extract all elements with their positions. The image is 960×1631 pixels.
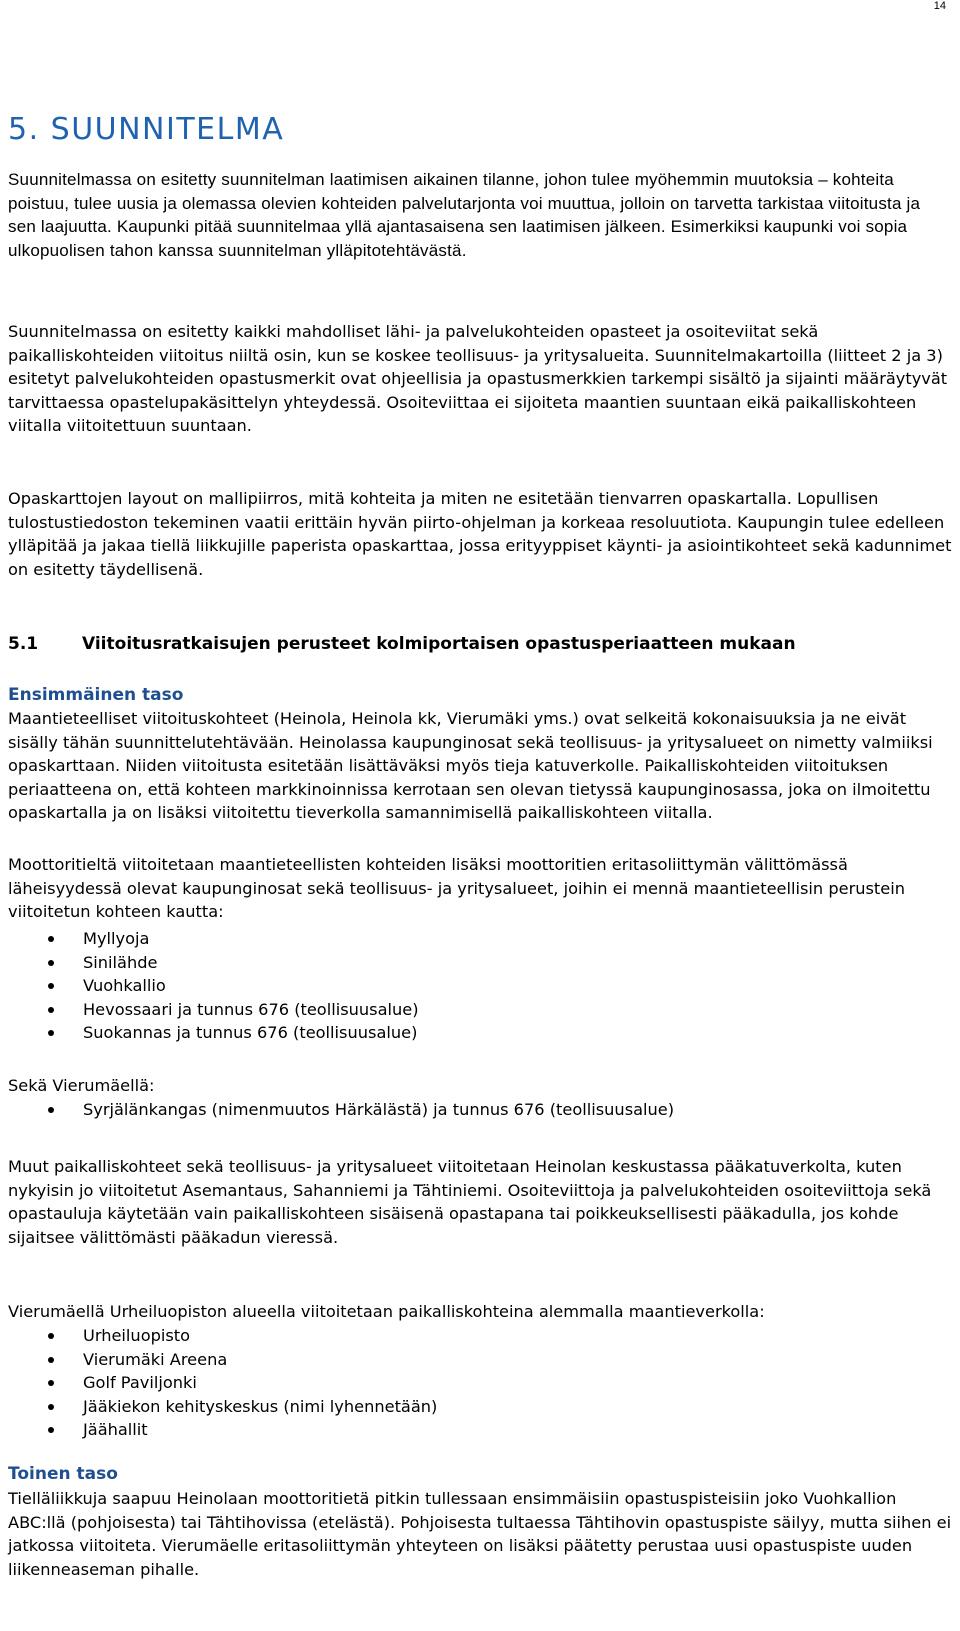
bullet-list-moottoritie <box>8 927 419 1045</box>
bullet-list-urheiluopisto <box>8 1324 437 1442</box>
paragraph: Tielläliikkuja saapuu Heinolaan moottoritietä pitkin tullessaan ensimmäisiin opastuspisteisiin joko Vuohkallion ABC:llä (pohjoisesta) tai Tähtihovissa (etelästä). Pohjoisesta tultaessa Tähtihovin opastuspiste säilyy, mutta siihen ei jatkossa viitoiteta. Vierumäelle eritasoliittymän yhteyteen on lisäksi päätetty perustaa uusi opastuspiste uuden liikenneaseman pihalle. <box>8 1489 952 1579</box>
subsection-title: Viitoitusratkaisujen perusteet kolmiportaisen opastusperiaatteen mukaan <box>82 634 796 654</box>
paragraph: Suunnitelmassa on esitetty kaikki mahdolliset lähi- ja palvelukohteiden opasteet ja osoiteviitat sekä paikalliskohteiden viitoitus niiltä osin, kun se koskee teollisuus- ja yritysalueita. Suunnitelmakartoilla (liitteet 2 ja 3) esitetyt palvelukohteiden opastusmerkit ovat ohjeellisia ja opastusmerkkien tarkempi sisältö ja sijainti määräytyvät tarvittaessa opastelupakäsittelyn yhteydessä. Osoiteviittaa ei sijoiteta maantien suuntaan eikä paikalliskohteen viitalla viitoitettuun suuntaan. <box>8 322 948 436</box>
paragraph: Vierumäellä Urheiluopiston alueella viitoitetaan paikalliskohteina alemmalla maantieverkolla: <box>8 1302 765 1321</box>
paragraph: Moottoritieltä viitoitetaan maantieteellisten kohteiden lisäksi moottoritien eritasoliittymän välittömässä läheisyydessä olevat kaupunginosat sekä teollisuus- ja yritysalueet, joihin ei mennä maantieteellisin perustein viitoitetun kohteen kautta: <box>8 855 905 922</box>
list-item: Jäähallit <box>8 1418 437 1442</box>
section-title: 5. SUUNNITELMA <box>8 112 285 147</box>
bullet-list-vierumaki <box>8 1098 674 1122</box>
list-item: Vierumäki Areena <box>8 1348 437 1372</box>
page-number: 14 <box>933 0 946 12</box>
paragraph: Sekä Vierumäellä: <box>8 1076 155 1095</box>
level-heading-second: Toinen taso <box>8 1464 118 1484</box>
list-item: Jääkiekon kehityskeskus (nimi lyhennetään) <box>8 1395 437 1419</box>
paragraph: Opaskarttojen layout on mallipiirros, mitä kohteita ja miten ne esitetään tienvarren opaskartalla. Lopullisen tulostustiedoston tekeminen vaatii erittäin hyvän piirto-ohjelman ja korkeaa resoluutiota. Kaupungin tulee edelleen ylläpitää ja jakaa tiellä liikkujille paperista opaskarttaa, jossa erityyppiset käynti- ja asiointikohteet sekä kadunnimet on esitetty täydellisenä. <box>8 489 952 579</box>
list-item: Sinilähde <box>8 951 419 975</box>
list-item: Hevossaari ja tunnus 676 (teollisuusalue) <box>8 998 419 1022</box>
paragraph: Muut paikalliskohteet sekä teollisuus- ja yritysalueet viitoitetaan Heinolan keskustassa pääkatuverkolta, kuten nykyisin jo viitoitetut Asemantaus, Sahanniemi ja Tähtiniemi. Osoiteviittoja ja palvelukohteiden osoiteviittoja sekä opastauluja käytetään vain paikalliskohteen sisäisenä opastapana tai poikkeuksellisesti pääkadulla, jos kohde sijaitsee välittömästi pääkadun vieressä. <box>8 1157 932 1247</box>
list-item: Suokannas ja tunnus 676 (teollisuusalue) <box>8 1021 419 1045</box>
subsection-heading <box>8 634 796 654</box>
list-item: Vuohkallio <box>8 974 419 998</box>
list-item: Syrjälänkangas (nimenmuutos Härkälästä) ja tunnus 676 (teollisuusalue) <box>8 1098 674 1122</box>
paragraph: Suunnitelmassa on esitetty suunnitelman laatimisen aikainen tilanne, johon tulee myöhemmin muutoksia – kohteita poistuu, tulee uusia ja olemassa olevien kohteiden palvelutarjonta voi muuttua, jolloin on tarvetta tarkistaa viitoitusta ja sen laajuutta. Kaupunki pitää suunnitelmaa yllä ajantasaisena sen laatimisen jälkeen. Esimerkiksi kaupunki voi sopia ulkopuolisen tahon kanssa suunnitelman ylläpitotehtävästä. <box>8 170 921 260</box>
paragraph: Maantieteelliset viitoituskohteet (Heinola, Heinola kk, Vierumäki yms.) ovat selkeitä kokonaisuuksia ja ne eivät sisälly tähän suunnittelutehtävään. Heinolassa kaupunginosat sekä teollisuus- ja yritysalueet on nimetty valmiiksi opaskarttaan. Niiden viitoitusta esitetään lisättäväksi myös tieja katuverkolle. Paikalliskohteiden viitoituksen periaatteena on, että kohteen markkinoinnissa kerrotaan sen olevan tietyssä kaupunginosassa, joka on ilmoitettu opaskartalla ja on lisäksi viitoitettu tieverkolla samannimisellä paikalliskohteen viitalla. <box>8 709 933 823</box>
list-item: Golf Paviljonki <box>8 1371 437 1395</box>
list-item: Myllyoja <box>8 927 419 951</box>
list-item: Urheiluopisto <box>8 1324 437 1348</box>
level-heading-first: Ensimmäinen taso <box>8 685 184 705</box>
subsection-number: 5.1 <box>8 634 39 654</box>
